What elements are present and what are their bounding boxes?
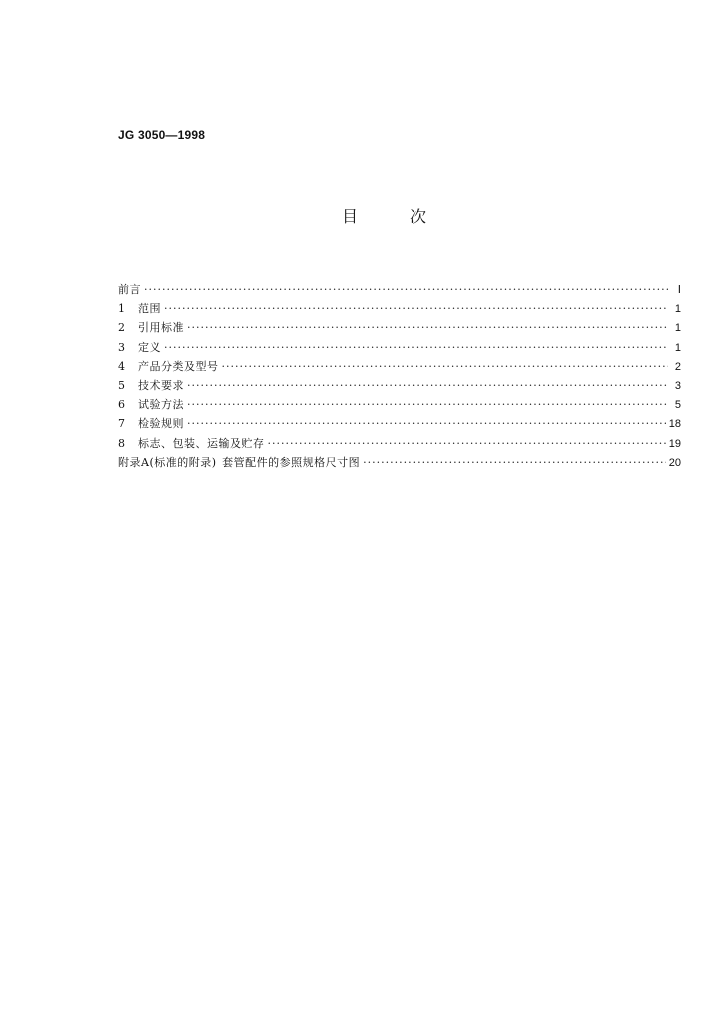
toc-leader-dots (144, 280, 668, 299)
toc-entry-page: 19 (668, 437, 681, 450)
toc-entry-page: 3 (674, 379, 681, 392)
toc-entry-number: 2 (118, 321, 125, 335)
toc-entry-3[interactable] (118, 338, 681, 357)
toc-entry-text: 检验规则 (138, 417, 184, 431)
toc-entry-text: 前言 (118, 283, 141, 296)
toc-leader-dots (363, 453, 666, 472)
toc-entry-2[interactable] (118, 318, 681, 337)
toc-entry-page: 1 (674, 303, 681, 316)
toc-entry-number: 5 (118, 378, 125, 392)
toc-entry-text: 定义 (138, 340, 161, 354)
toc-entry-page: Ⅰ (677, 284, 681, 296)
toc-entry-number: 1 (118, 302, 125, 316)
toc-title-char-1: 目 (341, 207, 358, 226)
toc-leader-dots (268, 434, 666, 453)
toc-entry-text: 范围 (138, 302, 161, 316)
toc-leader-dots (187, 395, 668, 414)
toc-entry-number: 4 (118, 359, 125, 373)
toc-entry-8[interactable] (118, 434, 681, 453)
toc-entry-number: 3 (118, 340, 125, 354)
toc-entry-number: 6 (118, 398, 125, 412)
toc-leader-dots (187, 376, 668, 395)
toc-entry-page: 20 (668, 456, 681, 469)
toc-leader-dots (187, 414, 666, 433)
toc-entry-6[interactable] (118, 395, 681, 414)
toc-entry-5[interactable] (118, 376, 681, 395)
appendix-label: 附录A(标准的附录) (118, 455, 217, 469)
toc-entry-page: 5 (674, 399, 681, 412)
toc-entry-appendix-a[interactable] (118, 453, 681, 472)
toc-title (0, 204, 724, 227)
toc-entry-page: 1 (674, 322, 681, 335)
toc-entry-7[interactable] (118, 414, 681, 433)
toc-entry-text: 引用标准 (138, 321, 184, 335)
toc-title-char-2: 次 (410, 207, 427, 226)
toc-leader-dots (164, 338, 668, 357)
toc-leader-dots (164, 299, 668, 318)
toc-entry-page: 18 (668, 418, 681, 431)
toc-entry-page: 1 (674, 341, 681, 354)
toc-entry-text: 产品分类及型号 (138, 359, 219, 373)
toc-entry-1[interactable] (118, 299, 681, 318)
toc-entry-text: 标志、包装、运输及贮存 (138, 436, 265, 450)
toc-entry-number: 7 (118, 417, 125, 431)
toc-entry-number: 8 (118, 436, 125, 450)
appendix-title: 套管配件的参照规格尺寸图 (222, 455, 361, 469)
toc-entry-page: 2 (674, 360, 681, 373)
toc-entry-foreword[interactable] (118, 280, 681, 299)
toc-entry-text: 技术要求 (138, 378, 184, 392)
standard-code: JG 3050—1998 (118, 128, 206, 142)
toc-leader-dots (222, 357, 669, 376)
toc-entry-4[interactable] (118, 357, 681, 376)
toc-leader-dots (187, 318, 668, 337)
toc-entry-text: 试验方法 (138, 398, 184, 412)
table-of-contents (118, 280, 681, 472)
